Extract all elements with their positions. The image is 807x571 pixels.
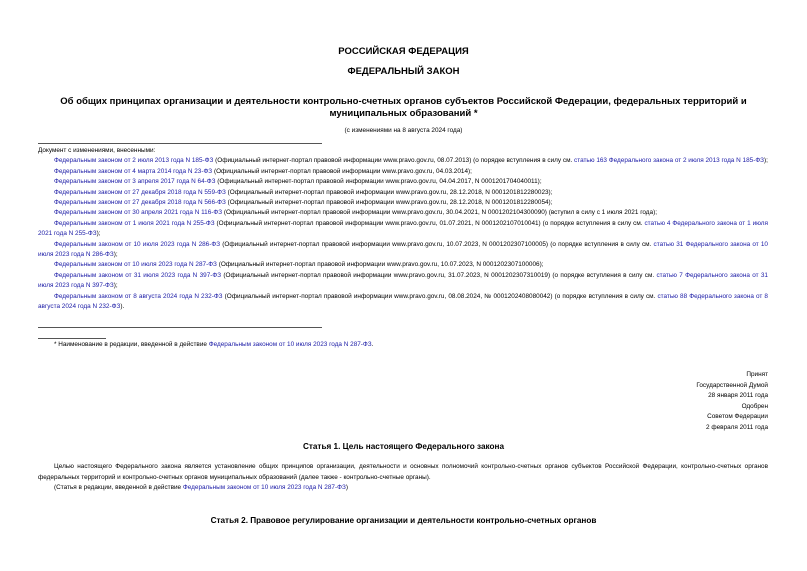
law-title: Об общих принципах организации и деятельности контрольно-счетных органов субъектов Российской Федерации, федеральных территорий и муниципальных образований * bbox=[60, 96, 747, 119]
approved-line: 2 февраля 2011 года bbox=[705, 423, 768, 431]
change-item-text: (Официальный интернет-портал правовой информации www.pravo.gov.ru, 01.07.2021, N 0001202107010041) (о порядке вступления в силу см. bbox=[214, 219, 645, 227]
divider-bottom bbox=[38, 327, 322, 328]
change-item-text: (Официальный интернет-портал правовой информации www.pravo.gov.ru, 10.07.2023, N 0001202307100006); bbox=[216, 261, 544, 269]
change-item-text: (Официальный интернет-портал правовой информации www.pravo.gov.ru, 04.03.2014); bbox=[212, 167, 472, 175]
change-item bbox=[38, 219, 768, 240]
change-item-tail: ); bbox=[96, 230, 101, 238]
changes-list bbox=[38, 146, 768, 313]
article-reference-link[interactable]: статью 4 Федерального закона от 1 июля 2021 года N 255-ФЗ bbox=[38, 219, 768, 238]
change-item bbox=[38, 198, 768, 208]
article-reference-link[interactable]: статью 163 Федерального закона от 2 июля 2013 года N 185-ФЗ bbox=[574, 157, 765, 165]
amending-law-link[interactable]: Федеральным законом от 27 декабря 2018 года N 559-ФЗ bbox=[54, 188, 226, 196]
change-item bbox=[38, 167, 768, 177]
footnote bbox=[38, 340, 768, 350]
change-item bbox=[38, 156, 768, 166]
amending-law-link[interactable]: Федеральным законом от 10 июля 2023 года N 287-ФЗ bbox=[54, 261, 217, 269]
article-reference-link[interactable]: статью 88 Федерального закона от 8 августа 2024 года N 232-ФЗ bbox=[38, 292, 768, 311]
article-1-note-link[interactable]: Федеральным законом от 10 июля 2023 года N 287-ФЗ bbox=[182, 484, 346, 492]
approved-line: Советом Федерации bbox=[707, 413, 768, 421]
amending-law-link[interactable]: Федеральным законом от 10 июля 2023 года N 286-ФЗ bbox=[54, 240, 221, 248]
change-item bbox=[38, 188, 768, 198]
change-item-text: (Официальный интернет-портал правовой информации www.pravo.gov.ru, 04.04.2017, N 0001201704040011); bbox=[215, 178, 542, 186]
footnote-text: * Наименование в редакции, введенной в действие bbox=[54, 341, 209, 348]
change-item bbox=[38, 240, 768, 261]
article-2-title: Статья 2. Правовое регулирование организации и деятельности контрольно-счетных органов bbox=[210, 516, 597, 525]
change-item-tail: ); bbox=[113, 251, 118, 259]
adopted-line: Принят bbox=[746, 371, 768, 378]
amending-law-link[interactable]: Федеральным законом от 1 июля 2021 года N 255-ФЗ bbox=[54, 219, 215, 227]
change-item-text: (Официальный интернет-портал правовой информации www.pravo.gov.ru, 08.08.2024, № 0001202408080042) (о порядке вступления в силу см. bbox=[222, 292, 658, 300]
change-item-text: (Официальный интернет-портал правовой информации www.pravo.gov.ru, 31.07.2023, N 0001202307310019) (о порядке вступления в силу см. bbox=[221, 271, 657, 279]
change-item bbox=[38, 260, 768, 270]
edition-note: (с изменениями на 8 августа 2024 года) bbox=[344, 127, 463, 134]
change-item-tail: ); bbox=[113, 282, 118, 290]
changes-items bbox=[38, 156, 768, 312]
change-item bbox=[38, 292, 768, 313]
footnote-tail: . bbox=[371, 341, 374, 348]
change-item bbox=[38, 208, 768, 218]
divider-top bbox=[38, 143, 322, 144]
change-item-text: (Официальный интернет-портал правовой информации www.pravo.gov.ru, 28.12.2018, N 0001201812280054); bbox=[225, 199, 553, 207]
change-item-text: (Официальный интернет-портал правовой информации www.pravo.gov.ru, 30.04.2021, N 0001202104300090) (вступил в силу с 1 июля 2021 года); bbox=[222, 209, 657, 217]
change-item bbox=[38, 271, 768, 292]
changes-intro: Документ с изменениями, внесенными: bbox=[38, 147, 156, 154]
amending-law-link[interactable]: Федеральным законом от 8 августа 2024 года N 232-ФЗ bbox=[54, 292, 223, 300]
change-item-tail: ); bbox=[764, 157, 768, 165]
article-1-title: Статья 1. Цель настоящего Федерального закона bbox=[302, 442, 505, 451]
article-1-body bbox=[38, 462, 768, 494]
change-item bbox=[38, 177, 768, 187]
article-1-text: Целью настоящего Федерального закона является установление общих принципов организации, деятельности и основных полномочий контрольно-счетных органов субъектов Российской Федерации, контрольно-счетных органов федеральных территорий и контрольно-счетных органов муниципальных образований (далее также - контрольно-счетные органы). bbox=[38, 463, 768, 481]
amending-law-link[interactable]: Федеральным законом от 30 апреля 2021 года N 116-ФЗ bbox=[54, 209, 223, 217]
adopted-line: 28 января 2011 года bbox=[708, 392, 768, 400]
amending-law-link[interactable]: Федеральным законом от 2 июля 2013 года N 185-ФЗ bbox=[54, 157, 214, 165]
country-heading: РОССИЙСКАЯ ФЕДЕРАЦИЯ bbox=[338, 46, 469, 57]
adoption-block bbox=[696, 370, 768, 434]
change-item-text: (Официальный интернет-портал правовой информации www.pravo.gov.ru, 28.12.2018, N 0001201812280023); bbox=[225, 188, 553, 196]
article-reference-link[interactable]: статью 31 Федерального закона от 10 июля 2023 года N 286-ФЗ bbox=[38, 240, 768, 259]
doc-type-heading: ФЕДЕРАЛЬНЫЙ ЗАКОН bbox=[347, 66, 460, 77]
article-reference-link[interactable]: статью 7 Федерального закона от 31 июля 2023 года N 397-ФЗ bbox=[38, 271, 768, 290]
adopted-line: Государственной Думой bbox=[696, 381, 768, 389]
amending-law-link[interactable]: Федеральным законом от 3 апреля 2017 года N 64-ФЗ bbox=[54, 178, 216, 186]
change-item-text: (Официальный интернет-портал правовой информации www.pravo.gov.ru, 08.07.2013) (о порядке вступления в силу см. bbox=[213, 157, 575, 165]
article-1-note: (Статья в редакции, введенной в действие bbox=[54, 484, 183, 492]
amending-law-link[interactable]: Федеральным законом от 31 июля 2023 года N 397-ФЗ bbox=[54, 271, 222, 279]
amending-law-link[interactable]: Федеральным законом от 27 декабря 2018 года N 566-ФЗ bbox=[54, 199, 226, 207]
footnote-link[interactable]: Федеральным законом от 10 июля 2023 года N 287-ФЗ bbox=[208, 341, 372, 348]
change-item-text: (Официальный интернет-портал правовой информации www.pravo.gov.ru, 10.07.2023, N 0001202307100005) (о порядке вступления в силу см. bbox=[220, 240, 654, 248]
approved-line: Одобрен bbox=[741, 402, 768, 410]
change-item-tail: ). bbox=[120, 303, 125, 311]
amending-law-link[interactable]: Федеральным законом от 4 марта 2014 года N 23-ФЗ bbox=[54, 167, 213, 175]
article-1-note-tail: ) bbox=[345, 484, 348, 492]
footnote-divider bbox=[38, 338, 106, 339]
